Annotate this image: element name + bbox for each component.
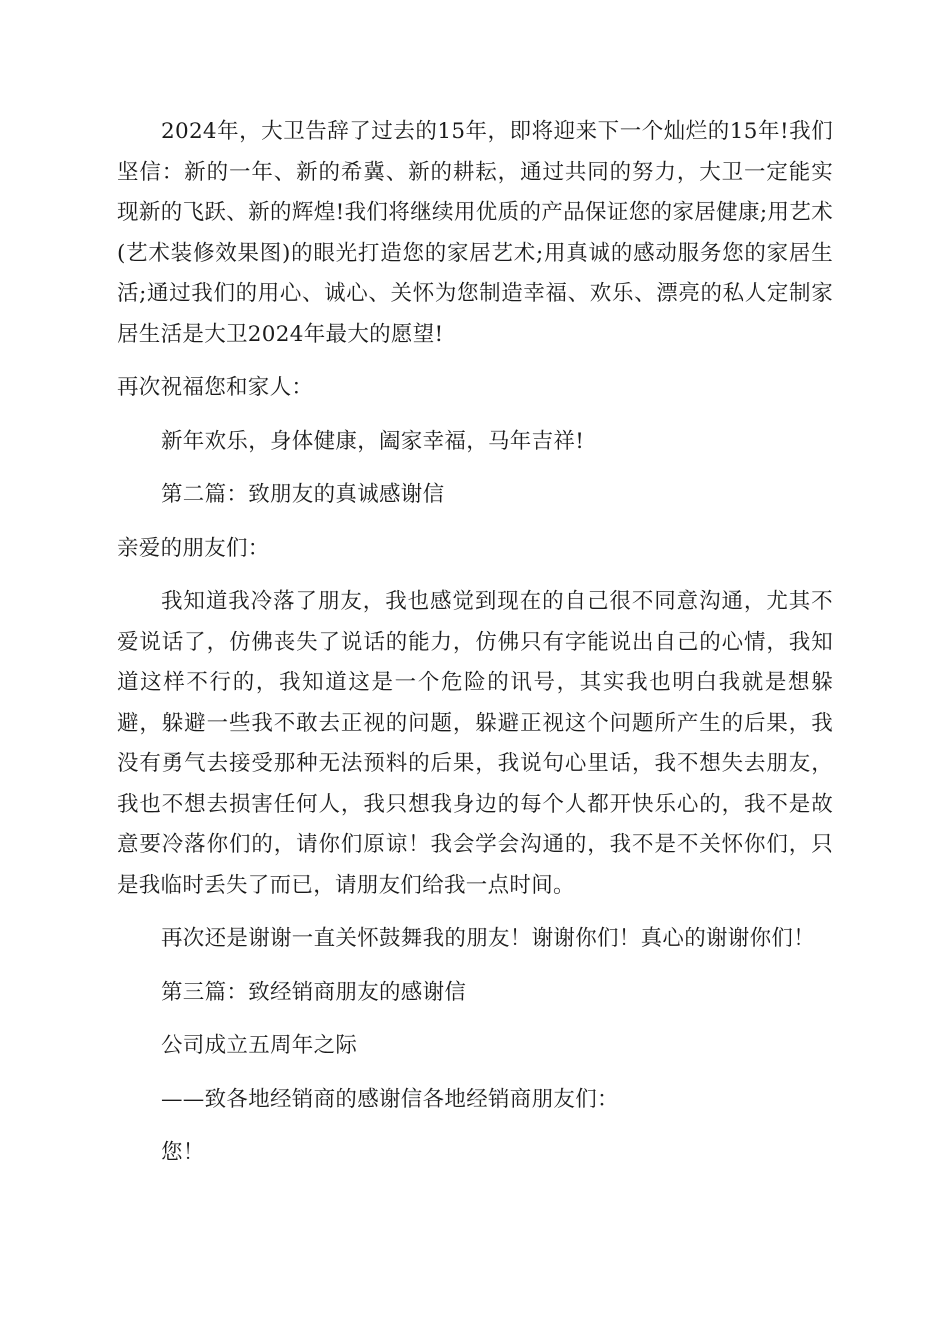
heading-part-three: 第三篇：致经销商朋友的感谢信 xyxy=(161,979,467,1005)
paragraph-apology: 我知道我冷落了朋友，我也感觉到现在的自己很不同意沟通，尤其不爱说话了，仿佛丧失了说话的能力，仿佛只有字能说出自己的心情，我知道这样不行的，我知道这是一个危险的讯号，其实我也明白我就是想躲避，躲避一些我不敢去正视的问题，躲避正视这个问题所产生的后果，我没有勇气去接受那种无法预料的后果，我说句心里话，我不想失去朋友，我也不想去损害任何人，我只想我身边的每个人都开快乐心的，我不是故意要冷落你们的，请你们原谅！我会学会沟通的，我不是不关怀你们，只是我临时丢失了而已，请朋友们给我一点时间。 xyxy=(117,589,833,898)
paragraph-dealers-subtitle: ——致各地经销商的感谢信各地经销商朋友们： xyxy=(161,1086,619,1112)
paragraph-greeting: 您！ xyxy=(161,1140,205,1165)
paragraph-anniversary: 2024年，大卫告辞了过去的15年，即将迎来下一个灿烂的15年!我们坚信：新的一年、新的希冀、新的耕耘，通过共同的努力，大卫一定能实现新的飞跃、新的辉煌!我们将继续用优质的产品保证您的家居健康;用艺术(艺术装修效果图)的眼光打造您的家居艺术;用真诚的感动服务您的家居生活;通过我们的用心、诚心、关怀为您制造幸福、欢乐、漂亮的私人定制家居生活是大卫2024年最大的愿望! xyxy=(117,119,833,347)
paragraph-new-year-wishes: 新年欢乐，身体健康，阖家幸福，马年吉祥! xyxy=(161,428,585,454)
salutation-friends: 亲爱的朋友们： xyxy=(117,535,270,561)
paragraph-blessing-intro: 再次祝福您和家人： xyxy=(117,375,314,400)
paragraph-fifth-anniversary: 公司成立五周年之际 xyxy=(161,1033,358,1058)
document-body xyxy=(117,112,833,1174)
paragraph-thanks: 再次还是谢谢一直关怀鼓舞我的朋友！谢谢你们！真心的谢谢你们！ xyxy=(161,926,816,951)
heading-part-two: 第二篇：致朋友的真诚感谢信 xyxy=(161,482,445,507)
